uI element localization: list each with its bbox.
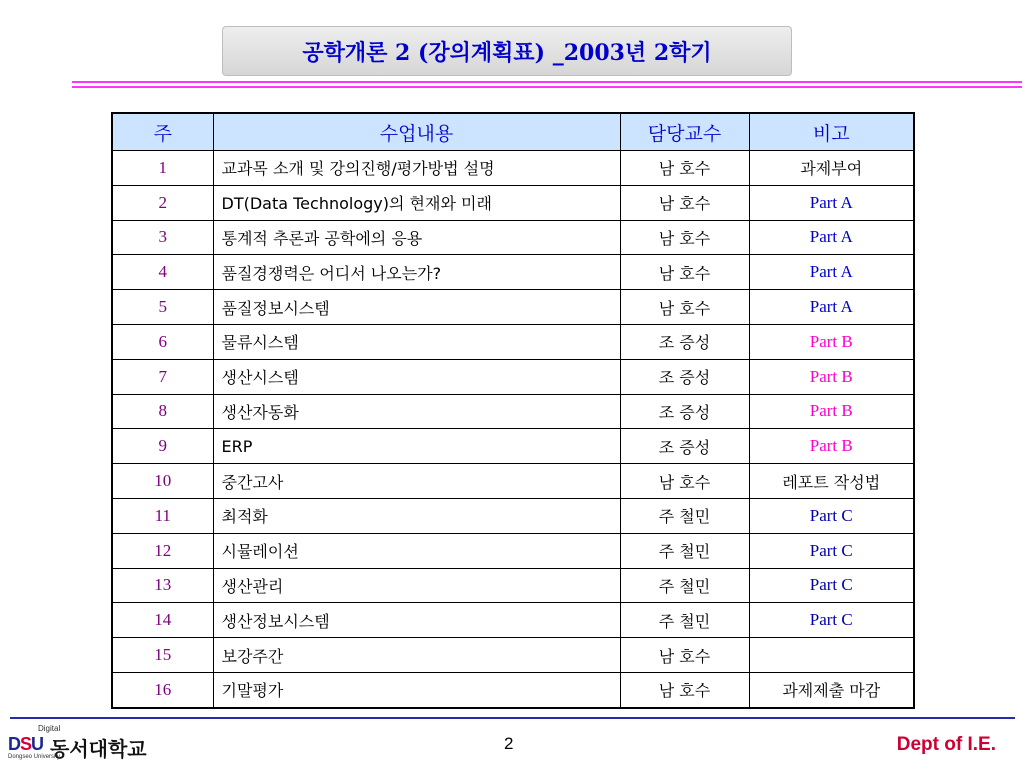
note-cell: [749, 533, 914, 568]
table-row: [112, 533, 914, 568]
week-number-cell: 14: [112, 603, 213, 638]
week-number-cell: 7: [112, 359, 213, 394]
table-row: [112, 151, 914, 186]
logo-top-text: Digital: [38, 724, 61, 733]
note-cell: [749, 603, 914, 638]
title-divider-line: [72, 81, 1022, 83]
table-row: [112, 220, 914, 255]
content-cell: 교과목 소개 및 강의진행/평가방법 설명: [213, 151, 620, 186]
title-banner: [222, 26, 792, 76]
university-logo: [8, 724, 158, 762]
table-row: [112, 359, 914, 394]
note-text: Part A: [809, 297, 853, 317]
note-text: Part C: [809, 505, 853, 525]
table-row: [112, 324, 914, 359]
week-number-cell: 4: [112, 255, 213, 290]
professor-cell: 조 증성: [620, 394, 749, 429]
header-content: 수업내용: [213, 113, 620, 151]
table-header-row: [112, 113, 914, 151]
content-cell: 기말평가: [213, 672, 620, 707]
professor-cell: 주 철민: [620, 498, 749, 533]
header-professor: 담당교수: [620, 113, 749, 151]
note-cell: [749, 359, 914, 394]
footer-divider-line: [10, 717, 1015, 719]
note-cell: [749, 464, 914, 499]
note-cell: [749, 290, 914, 325]
table-row: [112, 290, 914, 325]
week-number-cell: 10: [112, 464, 213, 499]
content-cell: 품질정보시스템: [213, 290, 620, 325]
logo-mark: DSU: [8, 734, 44, 754]
table-row: [112, 464, 914, 499]
note-cell: [749, 638, 914, 673]
logo-sub-text: Dongseo University: [8, 754, 61, 760]
content-cell: 통계적 추론과 공학에의 응용: [213, 220, 620, 255]
week-number-cell: 16: [112, 672, 213, 707]
professor-cell: 조 증성: [620, 359, 749, 394]
professor-cell: 조 증성: [620, 429, 749, 464]
professor-cell: 남 호수: [620, 220, 749, 255]
week-number-cell: 2: [112, 185, 213, 220]
note-text: Part A: [809, 227, 853, 247]
week-number-cell: 9: [112, 429, 213, 464]
professor-cell: 남 호수: [620, 290, 749, 325]
week-number-cell: 13: [112, 568, 213, 603]
content-cell: 중간고사: [213, 464, 620, 499]
professor-cell: 남 호수: [620, 672, 749, 707]
week-number-cell: 6: [112, 324, 213, 359]
content-cell: 품질경쟁력은 어디서 나오는가?: [213, 255, 620, 290]
week-number-cell: 15: [112, 638, 213, 673]
footer-department: Dept of I.E.: [896, 734, 996, 755]
note-cell: [749, 429, 914, 464]
note-cell: [749, 185, 914, 220]
week-number-cell: 1: [112, 151, 213, 186]
table-row: [112, 672, 914, 707]
professor-cell: 남 호수: [620, 151, 749, 186]
week-number-cell: 12: [112, 533, 213, 568]
professor-cell: 남 호수: [620, 185, 749, 220]
professor-cell: 남 호수: [620, 464, 749, 499]
content-cell: ERP: [213, 429, 620, 464]
content-cell: 보강주간: [213, 638, 620, 673]
professor-cell: 주 철민: [620, 533, 749, 568]
content-cell: 생산관리: [213, 568, 620, 603]
schedule-table: [111, 112, 915, 709]
week-number-cell: 11: [112, 498, 213, 533]
note-cell: [749, 324, 914, 359]
professor-cell: 주 철민: [620, 603, 749, 638]
professor-cell: 남 호수: [620, 255, 749, 290]
note-text: Part C: [809, 610, 853, 630]
table-row: [112, 638, 914, 673]
professor-cell: 남 호수: [620, 638, 749, 673]
title-divider-line: [72, 86, 1022, 88]
note-text: 과제부여: [800, 159, 863, 179]
content-cell: 생산자동화: [213, 394, 620, 429]
note-cell: [749, 394, 914, 429]
table-row: [112, 603, 914, 638]
note-text: 레포트 작성법: [782, 472, 881, 492]
header-note: 비고: [749, 113, 914, 151]
note-text: Part A: [809, 262, 853, 282]
professor-cell: 조 증성: [620, 324, 749, 359]
table-row: [112, 185, 914, 220]
note-text: Part B: [809, 366, 853, 386]
page-title: 공학개론 2 (강의계획표) _2003년 2학기: [302, 39, 712, 66]
content-cell: 물류시스템: [213, 324, 620, 359]
table-row: [112, 429, 914, 464]
logo-name: 동서대학교: [50, 737, 147, 761]
header-week: 주: [112, 113, 213, 151]
note-text: Part B: [809, 436, 853, 456]
professor-cell: 주 철민: [620, 568, 749, 603]
note-cell: [749, 151, 914, 186]
table-row: [112, 498, 914, 533]
content-cell: 생산시스템: [213, 359, 620, 394]
note-text: Part C: [809, 575, 853, 595]
week-number-cell: 3: [112, 220, 213, 255]
note-cell: [749, 255, 914, 290]
page-number: 2: [504, 734, 514, 753]
note-text: Part B: [809, 331, 853, 351]
content-cell: 최적화: [213, 498, 620, 533]
note-cell: [749, 568, 914, 603]
content-cell: DT(Data Technology)의 현재와 미래: [213, 185, 620, 220]
content-cell: 시뮬레이션: [213, 533, 620, 568]
note-cell: [749, 220, 914, 255]
table-row: [112, 255, 914, 290]
content-cell: 생산정보시스템: [213, 603, 620, 638]
table-row: [112, 568, 914, 603]
note-text: Part B: [809, 401, 853, 421]
note-text: Part C: [809, 540, 853, 560]
table-row: [112, 394, 914, 429]
week-number-cell: 8: [112, 394, 213, 429]
note-text: Part A: [809, 192, 853, 212]
note-cell: [749, 672, 914, 707]
note-text: 과제제출 마감: [782, 681, 881, 701]
week-number-cell: 5: [112, 290, 213, 325]
note-cell: [749, 498, 914, 533]
